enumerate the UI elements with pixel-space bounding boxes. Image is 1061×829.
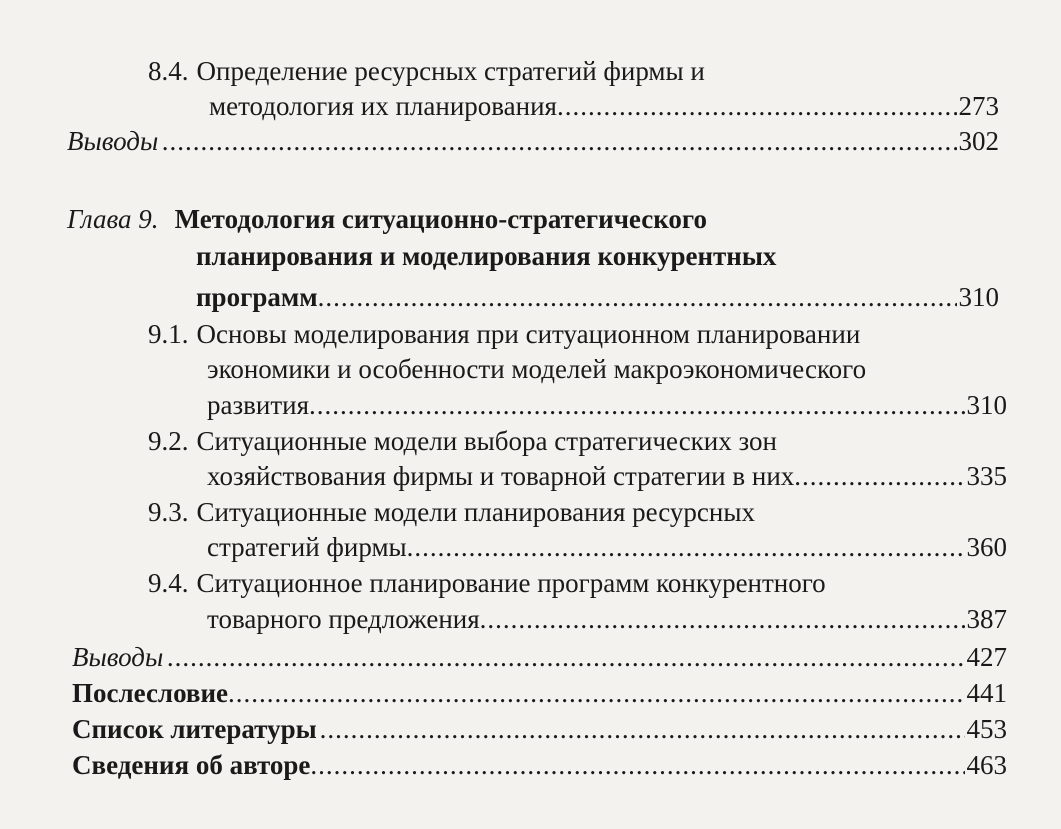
page-number: 360 xyxy=(966,532,1007,562)
chapter-prefix: Глава 9. xyxy=(67,204,159,234)
toc-entry-9-1 xyxy=(148,317,860,351)
section-title-line2: методология их планирования xyxy=(209,91,557,121)
page-number: 310 xyxy=(966,390,1007,420)
conclusions-label: Выводы xyxy=(67,126,159,156)
references-label: Список литературы xyxy=(72,714,317,744)
page-number: 273 xyxy=(958,91,999,121)
toc-entry-8-4-cont xyxy=(209,89,999,123)
page-number: 310 xyxy=(958,282,999,312)
leader-dots xyxy=(794,459,964,493)
toc-chapter-9 xyxy=(67,202,707,236)
leader-dots xyxy=(310,748,964,782)
section-number: 8.4. xyxy=(148,56,189,86)
toc-entry-conclusions-8 xyxy=(67,124,999,158)
page-number: 387 xyxy=(966,604,1007,634)
leader-dots xyxy=(407,530,965,564)
section-title-line1: Ситуационное планирование программ конкурентного xyxy=(196,568,826,598)
page-number: 453 xyxy=(966,714,1007,744)
section-title-line2: стратегий фирмы xyxy=(207,532,407,562)
toc-chapter-9-cont1 xyxy=(196,239,776,273)
leader-dots xyxy=(320,712,965,746)
toc-entry-references xyxy=(72,712,1007,746)
page-number: 427 xyxy=(966,642,1007,672)
page-number: 463 xyxy=(966,750,1007,780)
chapter-title-line3: программ xyxy=(196,282,318,312)
chapter-title-line2: планирования и моделирования конкурентных xyxy=(196,241,777,271)
conclusions-label: Выводы xyxy=(72,642,164,672)
section-number: 9.4. xyxy=(148,568,189,598)
section-title-line1: Основы моделирования при ситуационном планировании xyxy=(196,319,861,349)
toc-chapter-9-cont2 xyxy=(196,280,999,314)
leader-dots xyxy=(162,124,957,158)
leader-dots xyxy=(309,388,964,422)
toc-entry-9-1-cont1 xyxy=(207,352,866,386)
leader-dots xyxy=(318,280,957,314)
chapter-title-line1: Методология ситуационно-стратегического xyxy=(174,204,708,234)
page-number: 302 xyxy=(958,126,999,156)
toc-entry-conclusions-9 xyxy=(72,640,1007,674)
section-title-line3: развития xyxy=(207,390,310,420)
toc-entry-9-3-cont xyxy=(207,530,1007,564)
leader-dots xyxy=(557,89,957,123)
toc-entry-9-2 xyxy=(148,424,777,458)
leader-dots xyxy=(480,602,965,636)
toc-entry-9-2-cont xyxy=(207,459,1007,493)
leader-dots xyxy=(167,640,965,674)
toc-entry-9-4-cont xyxy=(207,602,1007,636)
section-title-line2: хозяйствования фирмы и товарной стратегии в них xyxy=(207,461,795,491)
toc-entry-9-1-cont2 xyxy=(207,388,1007,422)
section-title-line1: Ситуационные модели планирования ресурсных xyxy=(196,497,756,527)
section-number: 9.2. xyxy=(148,426,189,456)
toc-entry-author xyxy=(72,748,1007,782)
afterword-label: Послесловие xyxy=(72,678,229,708)
section-title-line1: Определение ресурсных стратегий фирмы и xyxy=(196,56,705,86)
author-label: Сведения об авторе xyxy=(72,750,311,780)
section-number: 9.1. xyxy=(148,319,189,349)
page-number: 335 xyxy=(966,461,1007,491)
section-title-line2: экономики и особенности моделей макроэкономического xyxy=(207,354,867,384)
toc-entry-9-3 xyxy=(148,495,755,529)
section-title-line1: Ситуационные модели выбора стратегических зон xyxy=(196,426,777,456)
section-number: 9.3. xyxy=(148,497,189,527)
leader-dots xyxy=(228,676,964,710)
toc-entry-9-4 xyxy=(148,566,826,600)
toc-entry-8-4 xyxy=(148,54,705,88)
toc-entry-afterword xyxy=(72,676,1007,710)
section-title-line2: товарного предложения xyxy=(207,604,480,634)
page-number: 441 xyxy=(966,678,1007,708)
